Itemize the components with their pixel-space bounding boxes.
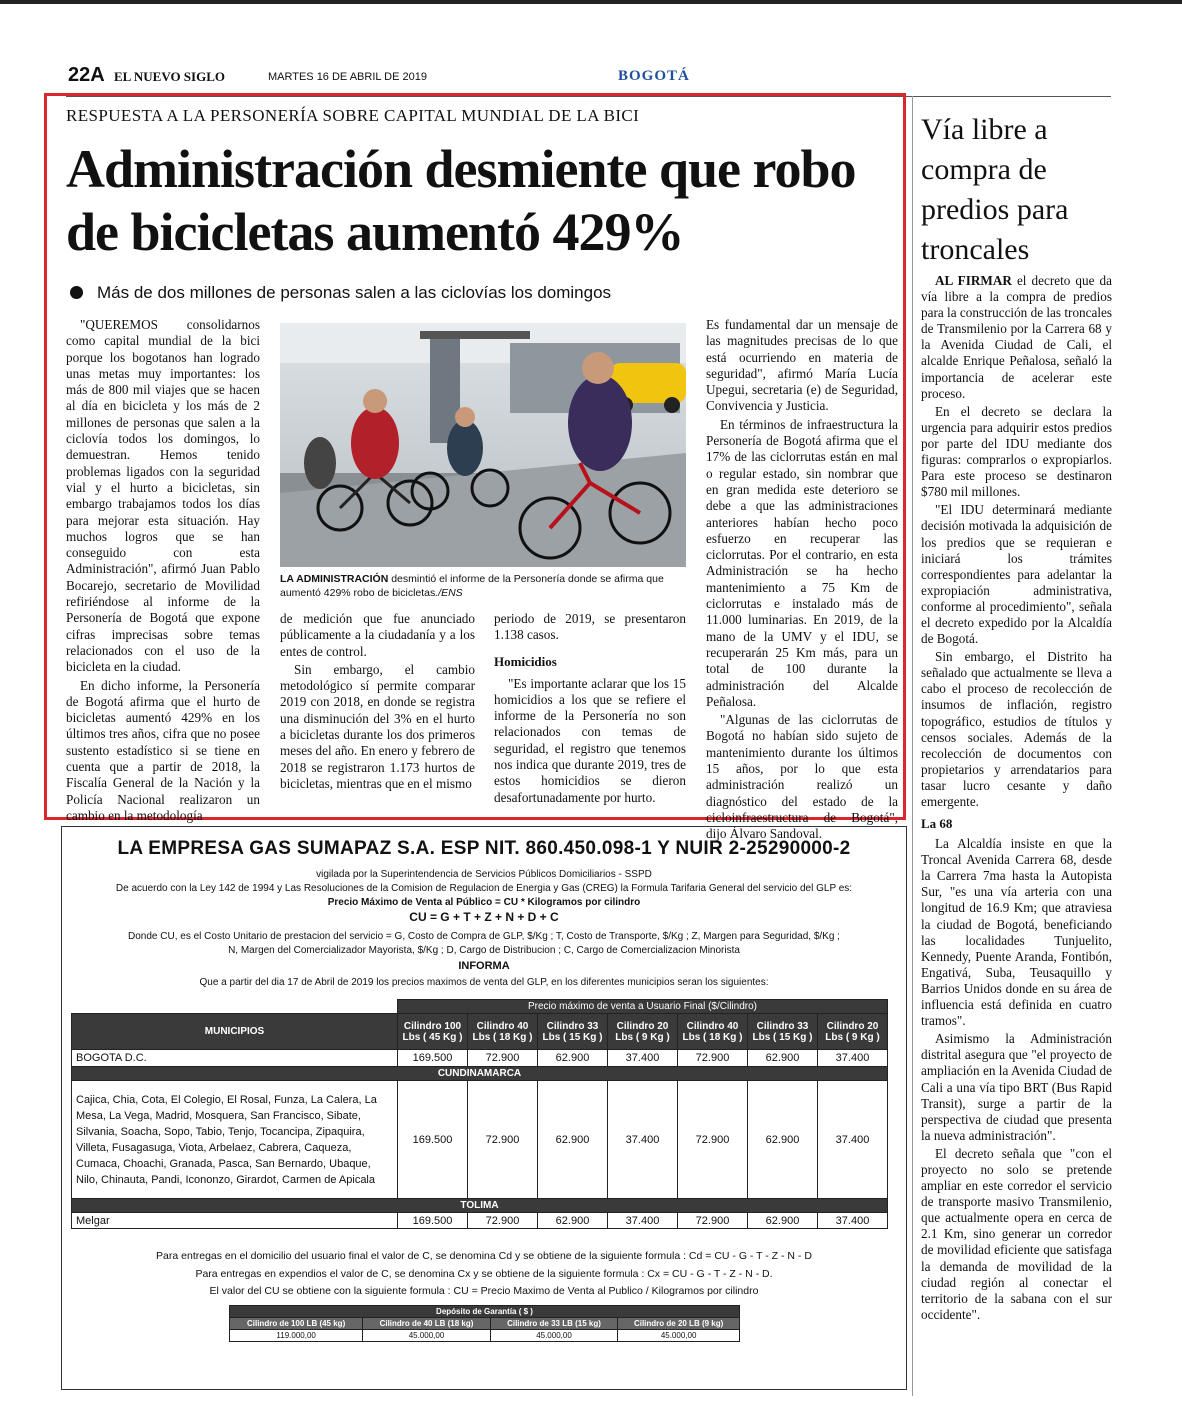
ad-title: LA EMPRESA GAS SUMAPAZ S.A. ESP NIT. 860.450.098-1 Y NUIR 2-25290000-2 (117, 838, 851, 859)
deposit-column-header: Cilindro de 100 LB (45 kg) (230, 1318, 363, 1330)
page-top-edge (0, 0, 1182, 4)
article-column-2 (280, 611, 475, 794)
column-header: Cilindro 20 Lbs ( 9 Kg ) (608, 1014, 678, 1050)
caption-credit: ./ENS (435, 587, 463, 599)
price-cell: 62.900 (748, 1050, 818, 1067)
column-rule (912, 96, 913, 1396)
deposit-value: 45.000,00 (363, 1330, 491, 1342)
paragraph: "Algunas de las ciclorrutas de Bogotá no habían sido sujeto de mantenimiento durante los últimos 15 años, por lo que esta administración realizó un diagnóstico del estado de la cicloinfraestructura de Bogotá", dijo Álvaro Sandoval. (706, 712, 898, 842)
column-header: Cilindro 40 Lbs ( 18 Kg ) (468, 1014, 538, 1050)
ad-footnote: Para entregas en expendios el valor de C, se denomina Cx y se obtiene de la siguiente formula : Cx = CU - G - T - Z - N - D. (195, 1268, 773, 1280)
deposit-column-header: Cilindro de 40 LB (18 kg) (363, 1318, 491, 1330)
issue-date: MARTES 16 DE ABRIL DE 2019 (268, 71, 427, 83)
paragraph: de medición que fue anunciado públicamente a la ciudadanía y a los entes de control. (280, 611, 475, 659)
ad-line: De acuerdo con la Ley 142 de 1994 y Las Resoluciones de la Comision de Regulacion de Energia y Gas (CREG) la Formula Tarifaria General del servicio del GLP es: (115, 883, 853, 894)
ad-formula: Precio Máximo de Venta al Público = CU * Kilogramos por cilindro (327, 897, 641, 908)
section-subhead: Homicidios (494, 653, 557, 669)
municipality-list: Cajica, Chia, Cota, El Colegio, El Rosal, Funza, La Calera, La Mesa, La Vega, Madrid, Mosquera, San Francisco, Sibate, Silvania, Soacha, Sopo, Tabio, Tenjo, Tocancipa, Zipaquira, Villeta, Fusagasuga, Viota, Arbelaez, Cabrera, Caqueza, Cumaca, Choachi, Granada, Pasca, San Bernardo, Ubaque, Nilo, Chinauta, Pandi, Icononzo, Girardot, Carmen de Apicala (72, 1081, 398, 1199)
price-cell: 37.400 (818, 1050, 888, 1067)
municipality-name: Melgar (72, 1213, 398, 1229)
price-cell: 37.400 (818, 1213, 888, 1229)
column-header: MUNICIPIOS (72, 1014, 398, 1050)
deposit-table (229, 1305, 740, 1342)
price-cell: 37.400 (608, 1213, 678, 1229)
column-header: Cilindro 33 Lbs ( 15 Kg ) (748, 1014, 818, 1050)
column-header: Cilindro 100 Lbs ( 45 Kg ) (398, 1014, 468, 1050)
price-cell: 169.500 (398, 1081, 468, 1199)
side-headline: Vía libre a compra de predios para troncales (921, 113, 1069, 266)
paragraph: Es fundamental dar un mensaje de las magnitudes precisas de lo que está ocurriendo en materia de seguridad", afirmó María Lucía Upegui, secretaria (e) de Seguridad, Convivencia y Justicia. (706, 317, 898, 414)
price-cell: 37.400 (818, 1081, 888, 1199)
region-header: TOLIMA (72, 1199, 888, 1213)
lead-caps: AL FIRMAR (935, 273, 1012, 288)
price-cell: 72.900 (678, 1213, 748, 1229)
column-header: Cilindro 20 Lbs ( 9 Kg ) (818, 1014, 888, 1050)
section-name: BOGOTÁ (618, 68, 690, 84)
caption-lead: LA ADMINISTRACIÓN (280, 573, 389, 585)
paragraph: El decreto señala que "con el proyecto no solo se pretende ampliar en este corredor el servicio de transporte masivo Transmilenio, que actualmente opera en cerca de 2.1 Km, sino generar un corredor de movilidad eficiente que satisfaga la demanda de movilidad de la ciudad región al conectar el territorio de la sabana con el sur occidente". (921, 1145, 1112, 1322)
ad-line: N, Margen del Comercializador Mayorista, $/Kg ; D, Cargo de Distribucion ; C, Cargo de Comercializacion Minorista (228, 945, 740, 956)
paragraph: "QUEREMOS consolidarnos como capital mundial de la bici porque los bogotanos han logrado unas metas muy importantes: los más de 800 mil viajes que se hacen al día en bicicleta y los más de 2 millones de personas que salen a la ciclovía todos los domingos, lo demuestran. Hemos tenido problemas ligados con la seguridad vial y el hurto a bicicletas, sin embargo trabajamos todos los días para mejorar esta situación. Hay muchos logros que se han conseguido con esta Administración", afirmó Juan Pablo Bocarejo, secretario de Movilidad refiriéndose al informe de la Personería de Bogotá que expone cifras imprecisas sobre temas relacionados con el uso de la bicicleta en la ciudad. (66, 317, 260, 675)
article-column-4 (706, 317, 898, 845)
deposit-title: Depósito de Garantía ( $ ) (230, 1306, 740, 1318)
deposit-value: 119.000,00 (230, 1330, 363, 1342)
table-caption: Precio máximo de venta a Usuario Final ($/Cilindro) (398, 1000, 888, 1014)
paragraph: En dicho informe, la Personería de Bogotá afirma que el hurto de bicicletas aumentó 429% en los últimos tres años, cifra que no posee sustento estadístico si se tiene en cuenta que a partir de 2018, la Fiscalía General de la Nación y la Policía Nacional realizaron un cambio en la metodología (66, 677, 260, 823)
price-cell: 37.400 (608, 1050, 678, 1067)
price-cell: 62.900 (748, 1081, 818, 1199)
municipality-name: BOGOTA D.C. (72, 1050, 398, 1067)
article-kicker: RESPUESTA A LA PERSONERÍA SOBRE CAPITAL MUNDIAL DE LA BICI (66, 106, 640, 125)
deposit-column-header: Cilindro de 20 LB (9 kg) (618, 1318, 740, 1330)
price-cell: 62.900 (538, 1050, 608, 1067)
table-row (72, 1213, 888, 1229)
ad-line: Que a partir del dia 17 de Abril de 2019 los precios maximos de venta del GLP, en los diferentes municipios seran los siguientes: (199, 977, 769, 988)
paragraph: La Alcaldía insiste en que la Troncal Avenida Carrera 68, desde la Carrera 7ma hasta la Autopista Sur, "es una vía arteria con una longitud de 16.9 Km; que atraviesa la ciudad de Bogotá, beneficiando las localidades Tunjuelito, Kennedy, Puente Aranda, Fontibón, Engativá, Suba, Teusaquillo y Barrios Unidos donde en su área de influencia está definida en cuatro tramos". (921, 836, 1112, 1029)
paragraph: periodo de 2019, se presentaron 1.138 casos. (494, 611, 686, 643)
price-cell: 72.900 (678, 1081, 748, 1199)
deposit-column-header: Cilindro de 33 LB (15 kg) (490, 1318, 618, 1330)
column-header: Cilindro 33 Lbs ( 15 Kg ) (538, 1014, 608, 1050)
paragraph: En el decreto se declara la urgencia para adquirir estos predios por parte del IDU mediante dos figuras: comprarlos o expropiarlos. Para este proceso se destinaron $780 mil millones. (921, 403, 1112, 500)
ad-footnote: Para entregas en el domicilio del usuario final el valor de C, se denomina Cd y se obtiene de la siguiente formula : Cd = CU - G - T - Z - N - D (156, 1250, 812, 1262)
price-cell: 72.900 (678, 1050, 748, 1067)
paragraph: "El IDU determinará mediante decisión motivada la adquisición de los predios que se requieran e iniciará los trámites correspondientes para adelantar la expropiación administrativa, conforme al procedimiento", señala el decreto expedido por la Alcaldía de Bogotá. (921, 502, 1112, 647)
price-cell: 62.900 (748, 1213, 818, 1229)
ad-formula: CU = G + T + Z + N + D + C (409, 910, 559, 924)
deposit-value: 45.000,00 (490, 1330, 618, 1342)
price-cell: 72.900 (468, 1050, 538, 1067)
price-cell: 169.500 (398, 1213, 468, 1229)
paragraph: Asimismo la Administración distrital asegura que "el proyecto de ampliación en la Avenida Ciudad de Cali a una vía tipo BRT (Bus Rapid Transit), surge a partir de la perspectiva de ciudad que presenta la nueva administración". (921, 1031, 1112, 1143)
section-subhead: La 68 (921, 816, 953, 832)
paragraph: "Es importante aclarar que los 15 homicidios a los que se refiere el informe de la Personería no son relacionados con temas de seguridad, el registro que tenemos nos indica que durante 2019, tres de estos homicidios se dieron desafortunadamente por hurto. (494, 675, 686, 805)
article-column-1 (66, 317, 260, 826)
side-article-body (921, 273, 1112, 1325)
table-row (72, 1050, 888, 1067)
article-headline: Administración desmiente que robo de bicicletas aumentó 429% (66, 139, 856, 262)
price-cell: 169.500 (398, 1050, 468, 1067)
ad-line: vigilada por la Superintendencia de Servicios Públicos Domiciliarios - SSPD (316, 869, 652, 880)
price-table (71, 999, 888, 1229)
caption-text: desmintió el informe de la Personería donde se afirma que aumentó 429% robo de bicicletas (280, 573, 664, 599)
article-subhead (66, 283, 886, 303)
masthead (66, 62, 1111, 97)
region-header: CUNDINAMARCA (72, 1067, 888, 1081)
price-cell: 72.900 (468, 1213, 538, 1229)
column-header: Cilindro 40 Lbs ( 18 Kg ) (678, 1014, 748, 1050)
paragraph: AL FIRMAR el decreto que da vía libre a la compra de predios para la construcción de las troncales de Transmilenio por la Carrera 68 y la Avenida Ciudad de Cali, el alcalde Enrique Peñalosa, señaló la importancia de acelerar este proceso. (921, 273, 1112, 401)
paragraph: Sin embargo, el Distrito ha señalado que actualmente se lleva a cabo el proceso de recolección de insumos de inflación, registro topográfico, estudios de títulos y censos sociales. Además de la recolección de documentos con propietarios y arrendatarios para tasar lucro cesante y daño emergente. (921, 649, 1112, 809)
ad-informa: INFORMA (458, 960, 510, 972)
photo-caption (280, 572, 686, 600)
price-cell: 62.900 (538, 1213, 608, 1229)
price-cell: 37.400 (608, 1081, 678, 1199)
ad-footnote: El valor del CU se obtiene con la siguiente formula : CU = Precio Maximo de Venta al Publico / Kilogramos por cilindro (209, 1285, 759, 1297)
price-cell: 62.900 (538, 1081, 608, 1199)
newspaper-name: EL NUEVO SIGLO (114, 69, 225, 84)
cyclists-photo (280, 323, 686, 567)
subhead-text: Más de dos millones de personas salen a las ciclovías los domingos (97, 283, 612, 302)
bullet-icon (70, 286, 83, 299)
paragraph: En términos de infraestructura la Personería de Bogotá afirma que el 17% de las ciclorrutas están en mal o regular estado, sin nombrar que en gran medida este deterioro se debe a que las administraciones anteriores habían hecho poco esfuerzo en recuperar las ciclorrutas. Por el contrario, en esta Administración se ha hecho mantenimiento a 75 Km de ciclorrutas e instalado más de 11.000 luminarias. En 2019, de la mano de la UMV y el IDU, se recuperarán 25 Km más, para un total de 100 durante la administración del Alcalde Peñalosa. (706, 416, 898, 709)
page-number: 22A (68, 64, 105, 86)
ad-line: Donde CU, es el Costo Unitario de prestacion del servicio = G, Costo de Compra de GLP, $/Kg ; T, Costo de Transporte, $/Kg ; Z, Margen para Seguridad, $/Kg ; (128, 931, 840, 942)
price-cell: 72.900 (468, 1081, 538, 1199)
table-row (72, 1081, 888, 1199)
article-column-3 (494, 611, 686, 808)
deposit-value: 45.000,00 (618, 1330, 740, 1342)
paragraph: Sin embargo, el cambio metodológico sí permite comparar 2019 con 2018, en donde se registra una disminución del 3% en el hurto a bicicletas durante los dos primeros meses del año. En enero y febrero de 2018 se registraron 1.173 hurtos de bicicletas, mientras que en el mismo (280, 661, 475, 791)
